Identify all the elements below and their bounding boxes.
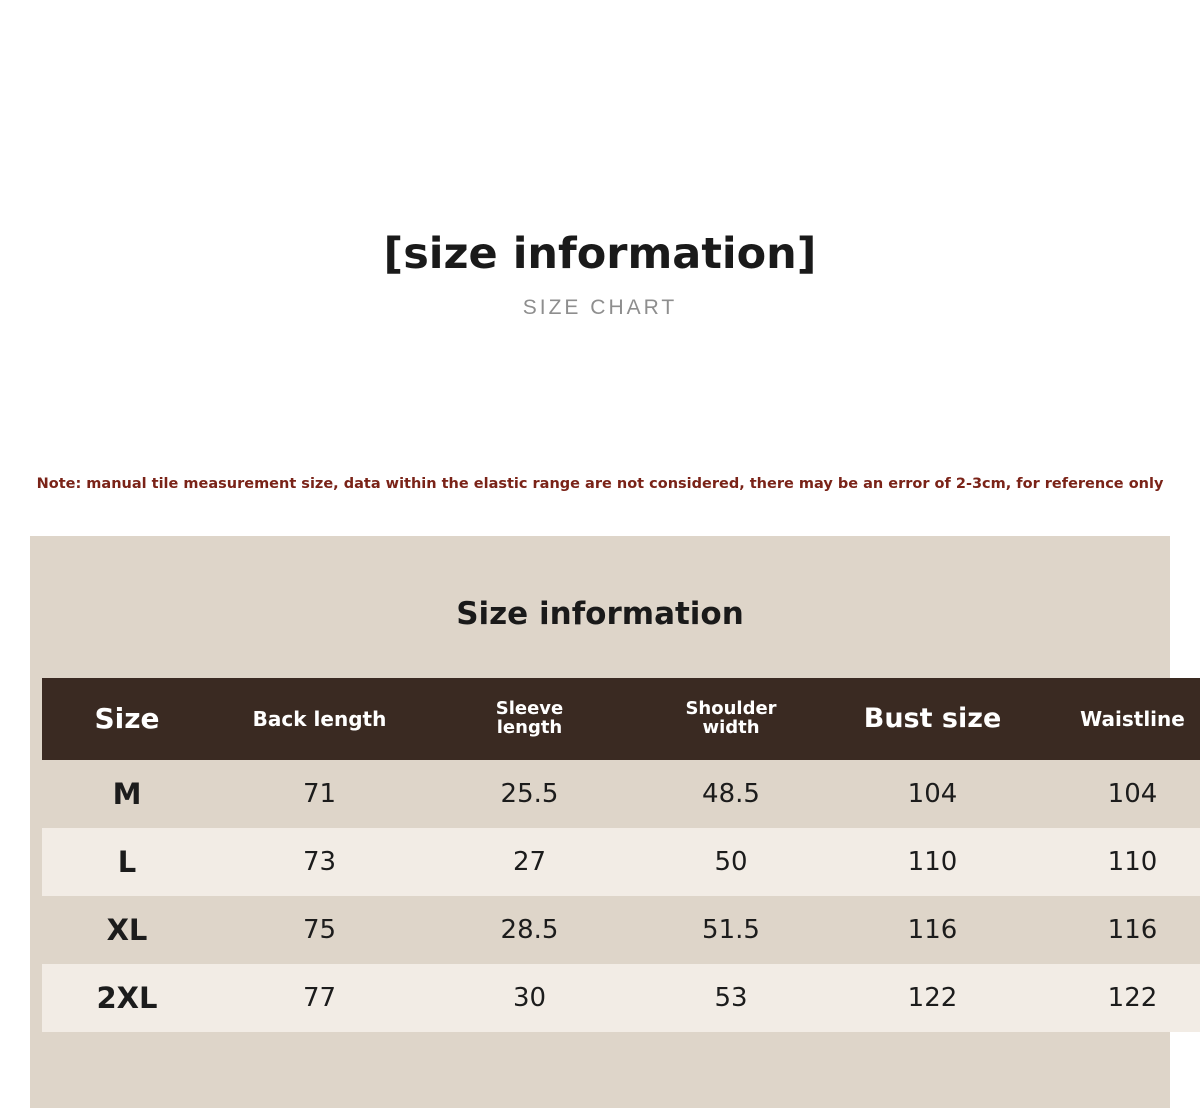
- column-header-size: [42, 678, 212, 760]
- column-header-bust-size-line1: Bust size: [863, 702, 1002, 734]
- column-header-back-length: [212, 678, 427, 760]
- column-header-shoulder-width: [632, 678, 830, 760]
- column-header-bust-size: [830, 678, 1035, 760]
- table-row: [42, 760, 1200, 828]
- column-header-shoulder-width-line2: width: [702, 717, 760, 738]
- cell-size-2xl: 2XL: [96, 981, 158, 1015]
- table-header-row: [42, 678, 1200, 760]
- cell-shoulder-width-m: 48.5: [702, 779, 760, 809]
- table-row: [42, 896, 1200, 964]
- page-title: [size information]: [383, 229, 817, 279]
- cell-bust-size-l: 110: [907, 847, 958, 877]
- cell-shoulder-width-xl: 51.5: [702, 915, 760, 945]
- column-header-waistline: [1035, 678, 1200, 760]
- panel-title: Size information: [456, 596, 744, 632]
- cell-back-length-m: 71: [302, 779, 337, 809]
- cell-sleeve-length-l: 27: [512, 847, 547, 877]
- page-subtitle: SIZE CHART: [522, 296, 678, 319]
- size-table-body: [42, 760, 1200, 1032]
- column-header-back-length-line1: Back length: [252, 706, 387, 731]
- measurement-note: Note: manual tile measurement size, data within the elastic range are not considered, there may be an error of 2-3cm, for reference only: [36, 476, 1164, 492]
- cell-back-length-l: 73: [302, 847, 337, 877]
- column-header-sleeve-length-line1: Sleeve: [495, 698, 564, 720]
- cell-back-length-xl: 75: [302, 915, 337, 945]
- column-header-sleeve-length: [427, 678, 632, 760]
- cell-size-m: M: [112, 777, 142, 811]
- cell-sleeve-length-xl: 28.5: [500, 915, 559, 945]
- cell-bust-size-m: 104: [907, 779, 958, 809]
- cell-waistline-l: 110: [1107, 847, 1158, 877]
- cell-shoulder-width-2xl: 53: [714, 983, 748, 1013]
- cell-sleeve-length-2xl: 30: [512, 983, 547, 1013]
- cell-size-l: L: [117, 845, 137, 879]
- header-block: [0, 228, 1200, 320]
- cell-waistline-m: 104: [1107, 779, 1158, 809]
- cell-shoulder-width-l: 50: [714, 847, 748, 877]
- column-header-shoulder-width-line1: Shoulder: [685, 698, 777, 720]
- cell-sleeve-length-m: 25.5: [500, 779, 559, 809]
- cell-waistline-xl: 116: [1107, 915, 1158, 945]
- size-table: [42, 678, 1200, 1032]
- column-header-size-line1: Size: [94, 702, 160, 736]
- size-information-panel: [30, 536, 1185, 1108]
- cell-back-length-2xl: 77: [302, 983, 337, 1013]
- size-table-header: [42, 678, 1200, 760]
- table-row: [42, 964, 1200, 1032]
- cell-waistline-2xl: 122: [1107, 983, 1158, 1013]
- column-header-waistline-line1: Waistline: [1080, 706, 1185, 731]
- cell-bust-size-2xl: 122: [907, 983, 958, 1013]
- cell-bust-size-xl: 116: [907, 915, 958, 945]
- column-header-sleeve-length-line2: length: [496, 717, 563, 738]
- cell-size-xl: XL: [106, 913, 148, 947]
- table-row: [42, 828, 1200, 896]
